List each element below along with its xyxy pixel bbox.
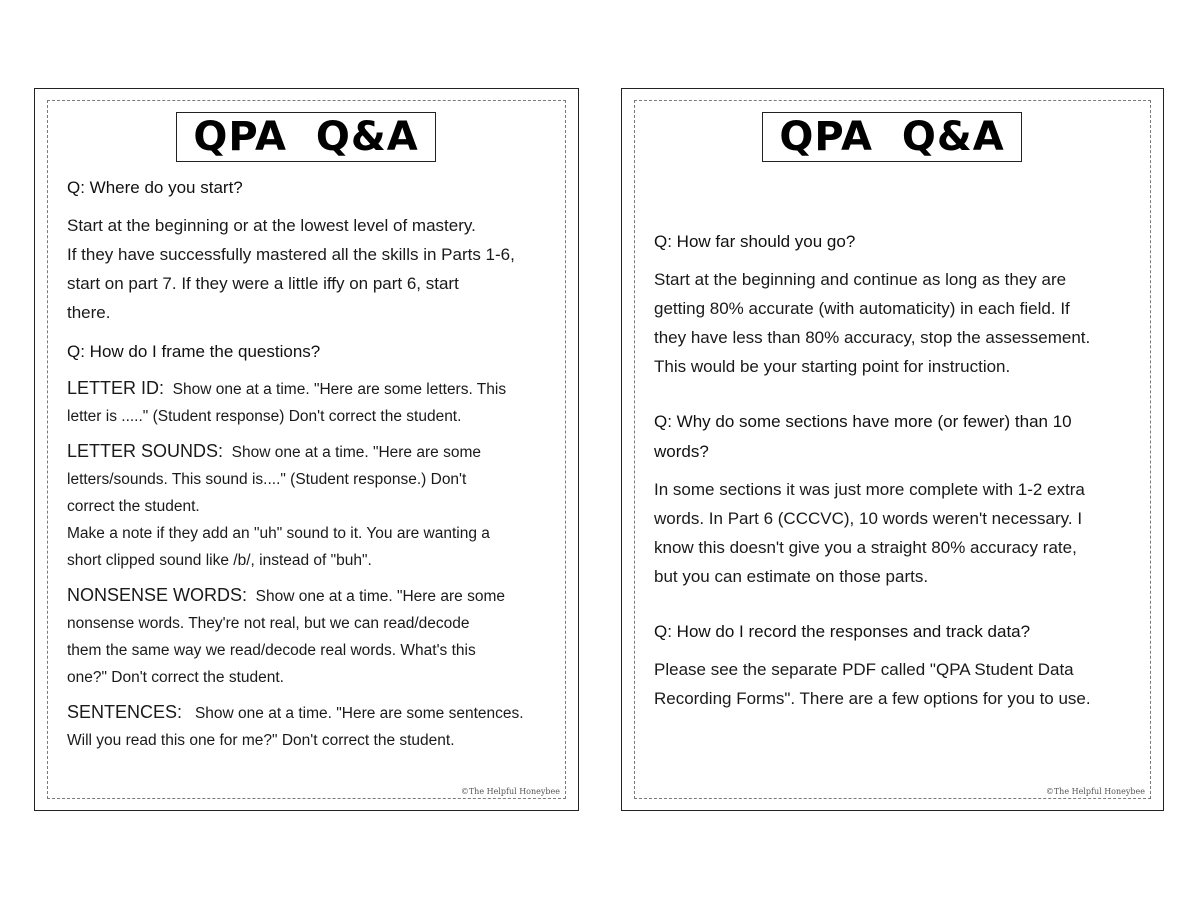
section-sentences [67,699,552,754]
section-line: Show one at a time. "Here are some letters. This [172,381,507,398]
section-line: short clipped sound like /b/, instead of "buh". [67,552,372,569]
question-where-start: Q: Where do you start? [67,178,243,197]
section-line: Show one at a time. "Here are some sentences. [194,705,524,722]
term-letter-id: LETTER ID: [67,378,165,398]
section-line: them the same way we read/decode real words. What's this [67,642,476,659]
answer-line: In some sections it was just more complete with 1-2 extra [654,480,1085,499]
answer-line: getting 80% accurate (with automaticity) in each field. If [654,299,1070,318]
section-letter-id [67,375,552,430]
question-how-far: Q: How far should you go? [654,232,856,251]
section-line: letter is ....." (Student response) Don't correct the student. [67,408,462,425]
section-line: Show one at a time. "Here are some [231,444,481,461]
copyright-credit: ©The Helpful Honeybee [460,787,560,796]
card-title: QPA Q&A [762,112,1022,162]
card-content [654,227,1137,713]
answer-line: Start at the beginning and continue as long as they are [654,270,1067,289]
term-letter-sounds: LETTER SOUNDS: [67,441,224,461]
answer-line: words. In Part 6 (CCCVC), 10 words weren't necessary. I [654,509,1083,528]
question-line: Q: Why do some sections have more (or fewer) than 10 [654,412,1072,431]
card-title: QPA Q&A [176,112,436,162]
section-line: correct the student. [67,498,200,515]
section-line: letters/sounds. This sound is...." (Student response.) Don't [67,471,467,488]
answer-line: there. [67,303,111,322]
section-line: Show one at a time. "Here are some [255,588,505,605]
answer-line: know this doesn't give you a straight 80% accuracy rate, [654,538,1077,557]
section-line: nonsense words. They're not real, but we can read/decode [67,615,470,632]
answer-line: Start at the beginning or at the lowest level of mastery. [67,216,476,235]
answer-line: start on part 7. If they were a little iffy on part 6, start [67,274,459,293]
question-frame-questions: Q: How do I frame the questions? [67,342,321,361]
answer-how-far [654,265,1137,381]
section-line: Will you read this one for me?" Don't correct the student. [67,732,455,749]
answer-line: they have less than 80% accuracy, stop the assessement. [654,328,1091,347]
question-section-count [654,407,1137,467]
question-line: words? [654,442,709,461]
qa-card-left [34,88,579,811]
answer-line: If they have successfully mastered all the skills in Parts 1-6, [67,245,515,264]
section-letter-sounds [67,438,552,574]
answer-record-responses [654,655,1137,713]
section-line: Make a note if they add an "uh" sound to it. You are wanting a [67,525,490,542]
answer-section-count [654,475,1137,591]
section-nonsense-words [67,582,552,691]
answer-line: but you can estimate on those parts. [654,567,929,586]
section-line: one?" Don't correct the student. [67,669,284,686]
card-content [67,173,552,754]
answer-line: Please see the separate PDF called "QPA Student Data [654,660,1074,679]
question-record-responses: Q: How do I record the responses and track data? [654,622,1031,641]
answer-line: Recording Forms". There are a few options for you to use. [654,689,1091,708]
copyright-credit: ©The Helpful Honeybee [1045,787,1145,796]
term-sentences: SENTENCES: [67,702,183,722]
term-nonsense-words: NONSENSE WORDS: [67,585,248,605]
answer-line: This would be your starting point for instruction. [654,357,1011,376]
answer-where-start [67,211,552,327]
qa-card-right [621,88,1164,811]
